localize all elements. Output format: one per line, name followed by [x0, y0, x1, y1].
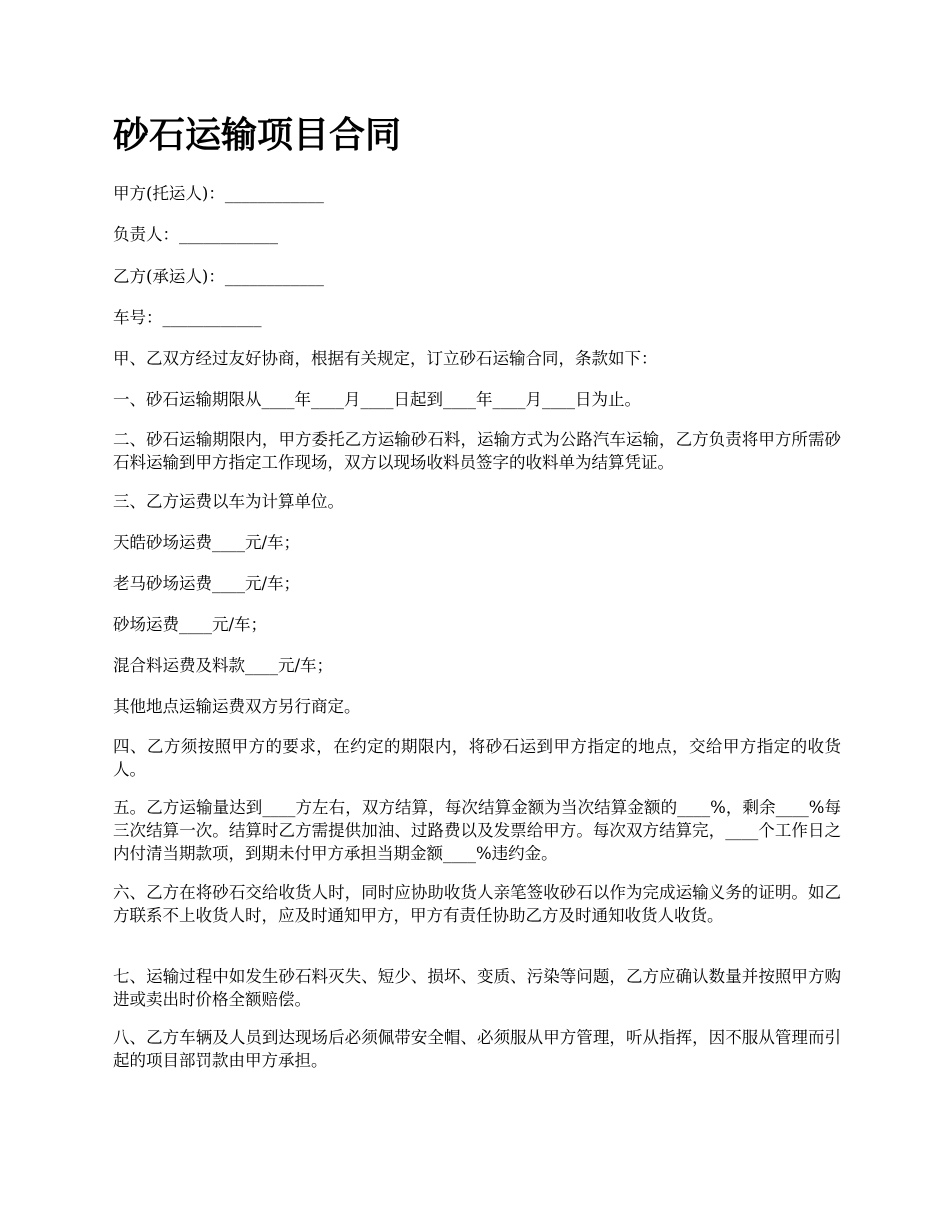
clause-8-safety: 八、乙方车辆及人员到达现场后必须佩带安全帽、必须服从甲方管理，听从指挥，因不服从管理而引起的项目部罚款由甲方承担。: [113, 1028, 841, 1070]
clause-4-delivery: 四、乙方须按照甲方的要求，在约定的期限内，将砂石运到甲方指定的地点，交给甲方指定的收货人。: [113, 737, 841, 779]
field-vehicle-number: 车号：____________: [113, 308, 262, 327]
clause-3-freight-unit: 三、乙方运费以车为计算单位。: [113, 492, 344, 511]
freight-laoma: 老马砂场运费____元/车；: [113, 574, 301, 593]
clause-1-period: 一、砂石运输期限从____年____月____日起到____年____月____日为止。: [113, 390, 641, 409]
field-responsible-person: 负责人：____________: [113, 225, 278, 244]
document-title: 砂石运输项目合同: [113, 115, 402, 156]
field-shipper: 甲方(托运人)：____________: [113, 184, 324, 203]
clause-7-loss: 七、运输过程中如发生砂石料灭失、短少、损坏、变质、污染等问题，乙方应确认数量并按照甲方购进或卖出时价格全额赔偿。: [113, 967, 841, 1009]
paragraph-intro: 甲、乙双方经过友好协商，根据有关规定，订立砂石运输合同，条款如下：: [113, 349, 658, 368]
clause-2-transport: 二、砂石运输期限内，甲方委托乙方运输砂石料，运输方式为公路汽车运输，乙方负责将甲方所需砂石料运输到甲方指定工作现场，双方以现场收料员签字的收料单为结算凭证。: [113, 430, 841, 472]
field-carrier: 乙方(承运人)：____________: [113, 267, 324, 286]
clause-5-settlement: 五。乙方运输量达到____方左右，双方结算，每次结算金额为当次结算金额的____%，剩余____%每三次结算一次。结算时乙方需提供加油、过路费以及发票给甲方。每次双方结算完，____个工作日之内付清当期款项，到期未付甲方承担当期金额____%违约金。: [113, 798, 841, 863]
freight-tianhao: 天皓砂场运费____元/车；: [113, 533, 301, 552]
freight-other-locations: 其他地点运输运费双方另行商定。: [113, 697, 361, 716]
freight-sand-yard: 砂场运费____元/车；: [113, 615, 268, 634]
clause-6-receipt: 六、乙方在将砂石交给收货人时，同时应协助收货人亲笔签收砂石以作为完成运输义务的证明。如乙方联系不上收货人时，应及时通知甲方，甲方有责任协助乙方及时通知收货人收货。: [113, 883, 841, 925]
freight-mixed-material: 混合料运费及料款____元/车；: [113, 656, 334, 675]
